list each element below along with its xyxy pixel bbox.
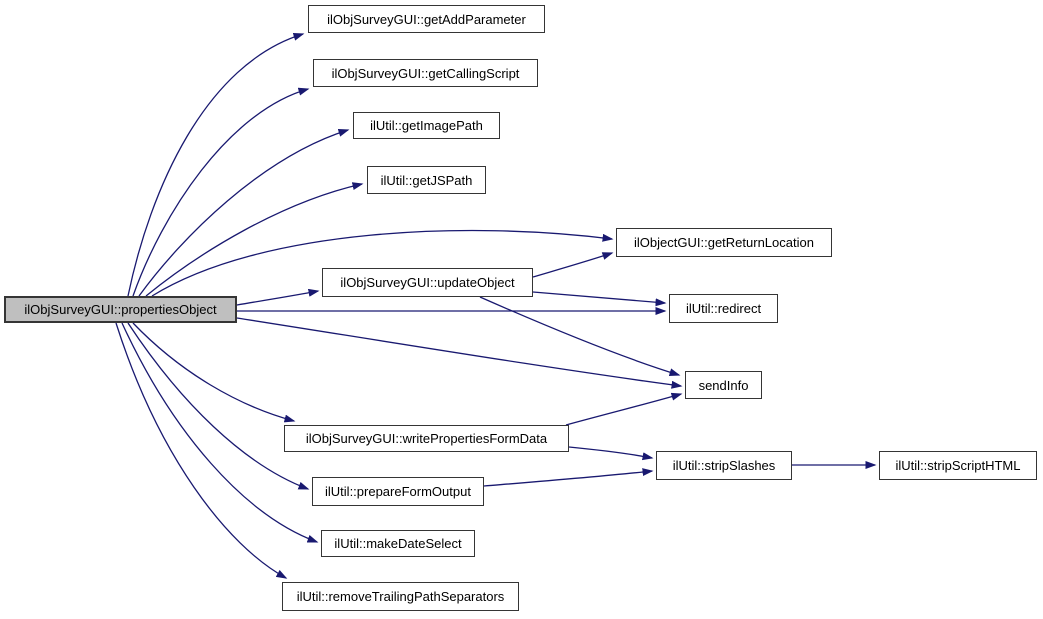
graph-node-prepareFormOutput[interactable] <box>312 477 484 506</box>
graph-node-label: ilUtil::getImagePath <box>370 118 483 133</box>
graph-node-label: ilUtil::prepareFormOutput <box>325 484 471 499</box>
graph-node-updateObject[interactable] <box>322 268 533 297</box>
graph-node-redirect[interactable] <box>669 294 778 323</box>
call-edge-updateObject-to-redirect <box>533 292 665 303</box>
graph-node-stripScriptHTML[interactable] <box>879 451 1037 480</box>
graph-node-label: sendInfo <box>698 377 749 393</box>
graph-node-writePropertiesFormData[interactable] <box>284 425 569 452</box>
graph-node-label: ilObjSurveyGUI::propertiesObject <box>24 302 217 317</box>
call-edge-propertiesObject-to-getAddParameter <box>128 34 303 296</box>
call-edge-propertiesObject-to-getImagePath <box>139 130 348 296</box>
graph-node-label: ilUtil::stripScriptHTML <box>895 458 1021 473</box>
call-edge-updateObject-to-sendInfo <box>480 297 679 375</box>
call-edge-writePropertiesFormData-to-sendInfo <box>566 394 681 425</box>
call-edge-propertiesObject-to-writePropertiesFormData <box>133 323 294 421</box>
graph-node-getAddParameter[interactable] <box>308 5 545 33</box>
graph-node-label: ilUtil::makeDateSelect <box>334 536 462 551</box>
graph-node-getReturnLocation[interactable] <box>616 228 832 257</box>
graph-node-label: ilUtil::getJSPath <box>380 172 473 188</box>
graph-node-propertiesObject <box>4 296 237 323</box>
call-edge-updateObject-to-getReturnLocation <box>533 253 612 277</box>
graph-node-label: ilObjSurveyGUI::updateObject <box>340 275 515 290</box>
graph-node-label: ilObjSurveyGUI::writePropertiesFormData <box>305 431 548 446</box>
graph-node-label: ilUtil::stripSlashes <box>672 458 776 473</box>
graph-node-sendInfo[interactable] <box>685 371 762 399</box>
call-edge-prepareFormOutput-to-stripSlashes <box>484 471 652 486</box>
graph-node-makeDateSelect[interactable] <box>321 530 475 557</box>
graph-node-getImagePath[interactable] <box>353 112 500 139</box>
call-edge-propertiesObject-to-prepareFormOutput <box>128 323 308 489</box>
graph-node-getCallingScript[interactable] <box>313 59 538 87</box>
graph-node-stripSlashes[interactable] <box>656 451 792 480</box>
graph-node-label: ilUtil::redirect <box>685 301 762 316</box>
graph-node-label: ilObjSurveyGUI::getCallingScript <box>331 65 520 81</box>
call-edge-writePropertiesFormData-to-stripSlashes <box>569 447 652 458</box>
call-edge-propertiesObject-to-updateObject <box>237 291 318 305</box>
graph-node-label: ilUtil::removeTrailingPathSeparators <box>296 589 505 604</box>
graph-node-removeTrailingPathSeparators[interactable] <box>282 582 519 611</box>
graph-node-label: ilObjSurveyGUI::getAddParameter <box>327 11 526 27</box>
graph-node-getJSPath[interactable] <box>367 166 486 194</box>
graph-node-label: ilObjectGUI::getReturnLocation <box>634 235 814 250</box>
